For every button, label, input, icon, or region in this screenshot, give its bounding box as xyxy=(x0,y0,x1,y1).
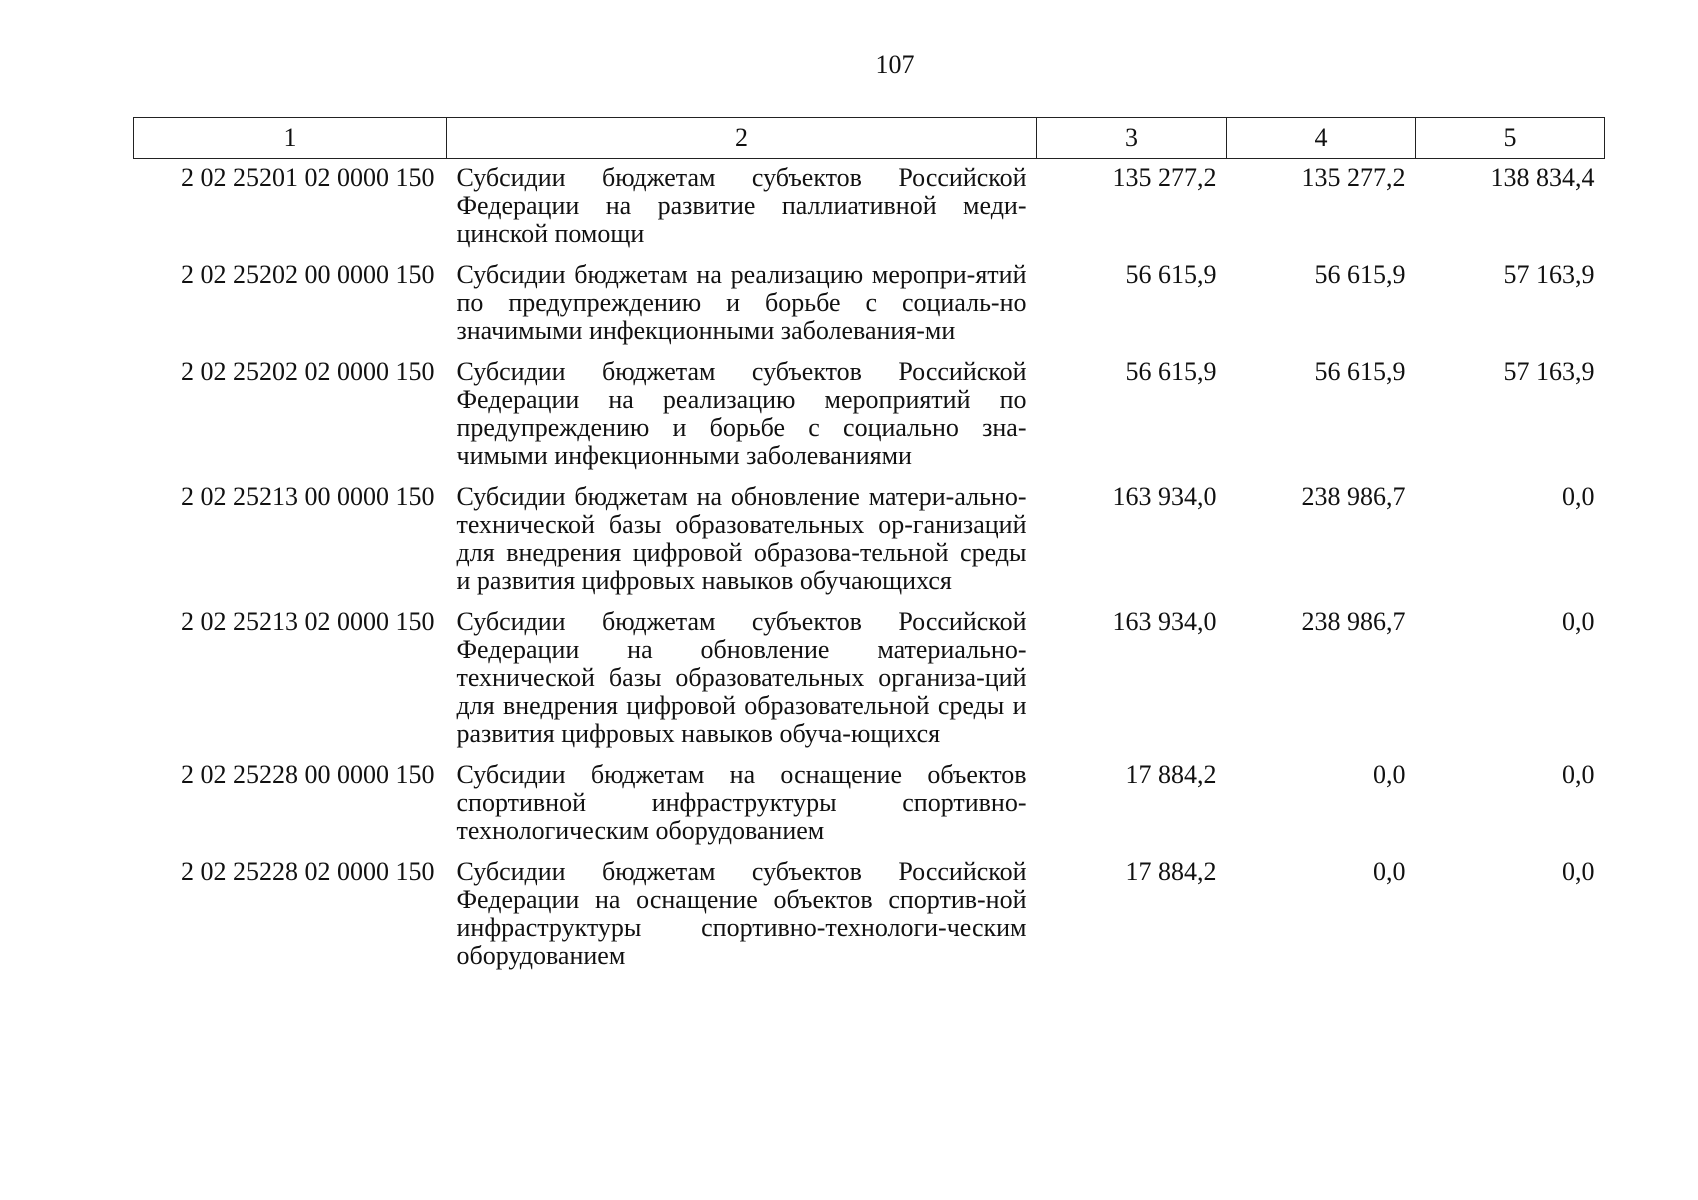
value-col-4: 56 615,9 xyxy=(1314,357,1406,386)
table-row xyxy=(134,159,1605,257)
column-header-2: 2 xyxy=(447,118,1037,159)
value-col-3: 163 934,0 xyxy=(1112,607,1217,636)
value-col-4: 0,0 xyxy=(1373,857,1406,886)
column-header-3: 3 xyxy=(1037,118,1227,159)
table-row xyxy=(134,256,1605,353)
table-row xyxy=(134,756,1605,853)
table-row xyxy=(134,853,1605,978)
value-col-4: 238 986,7 xyxy=(1301,607,1406,636)
page-number: 107 xyxy=(875,50,915,79)
budget-code: 2 02 25213 00 0000 150 xyxy=(181,482,435,511)
table-body xyxy=(134,159,1605,979)
value-col-3: 17 884,2 xyxy=(1125,857,1217,886)
value-col-3: 56 615,9 xyxy=(1125,260,1217,289)
value-col-5: 57 163,9 xyxy=(1503,357,1595,386)
value-col-5: 0,0 xyxy=(1562,482,1595,511)
value-col-3: 56 615,9 xyxy=(1125,357,1217,386)
value-col-4: 135 277,2 xyxy=(1301,163,1406,192)
value-col-3: 135 277,2 xyxy=(1112,163,1217,192)
value-col-5: 0,0 xyxy=(1562,857,1595,886)
item-name: Субсидии бюджетам субъектов Российской Федерации на развитие паллиативной меди-цинской помощи xyxy=(456,163,1027,248)
item-name: Субсидии бюджетам на реализацию меропри-ятий по предупреждению и борьбе с социаль-но значимыми инфекционными заболевания-ми xyxy=(456,260,1027,345)
table-row xyxy=(134,603,1605,756)
value-col-4: 238 986,7 xyxy=(1301,482,1406,511)
item-name: Субсидии бюджетам субъектов Российской Федерации на оснащение объектов спортив-ной инфраструктуры спортивно-технологи-ческим оборудованием xyxy=(456,857,1027,970)
table-row xyxy=(134,478,1605,603)
item-name: Субсидии бюджетам субъектов Российской Федерации на реализацию мероприятий по предупреждению и борьбе с социально зна-чимыми инфекционными заболеваниями xyxy=(456,357,1027,470)
budget-code: 2 02 25202 02 0000 150 xyxy=(181,357,435,386)
value-col-5: 138 834,4 xyxy=(1490,163,1595,192)
budget-code: 2 02 25202 00 0000 150 xyxy=(181,260,435,289)
budget-code: 2 02 25201 02 0000 150 xyxy=(181,163,435,192)
budget-code: 2 02 25228 02 0000 150 xyxy=(181,857,435,886)
column-header-4: 4 xyxy=(1227,118,1416,159)
table-header xyxy=(134,118,1605,159)
column-header-5: 5 xyxy=(1416,118,1605,159)
value-col-4: 56 615,9 xyxy=(1314,260,1406,289)
budget-code: 2 02 25228 00 0000 150 xyxy=(181,760,435,789)
item-name: Субсидии бюджетам на оснащение объектов спортивной инфраструктуры спортивно-технологическим оборудованием xyxy=(456,760,1027,845)
budget-table xyxy=(133,117,1605,978)
column-header-1: 1 xyxy=(134,118,447,159)
value-col-5: 57 163,9 xyxy=(1503,260,1595,289)
item-name: Субсидии бюджетам на обновление матери-ально-технической базы образовательных ор-ганизаций для внедрения цифровой образова-тельной среды и развития цифровых навыков обучающихся xyxy=(456,482,1027,595)
value-col-4: 0,0 xyxy=(1373,760,1406,789)
value-col-5: 0,0 xyxy=(1562,760,1595,789)
value-col-5: 0,0 xyxy=(1562,607,1595,636)
budget-code: 2 02 25213 02 0000 150 xyxy=(181,607,435,636)
table-row xyxy=(134,353,1605,478)
header-row xyxy=(134,118,1605,159)
value-col-3: 163 934,0 xyxy=(1112,482,1217,511)
item-name: Субсидии бюджетам субъектов Российской Федерации на обновление материально-технической базы образовательных организа-ций для внедрения цифровой образовательной среды и развития цифровых навыков обуча-ющихся xyxy=(456,607,1027,748)
value-col-3: 17 884,2 xyxy=(1125,760,1217,789)
